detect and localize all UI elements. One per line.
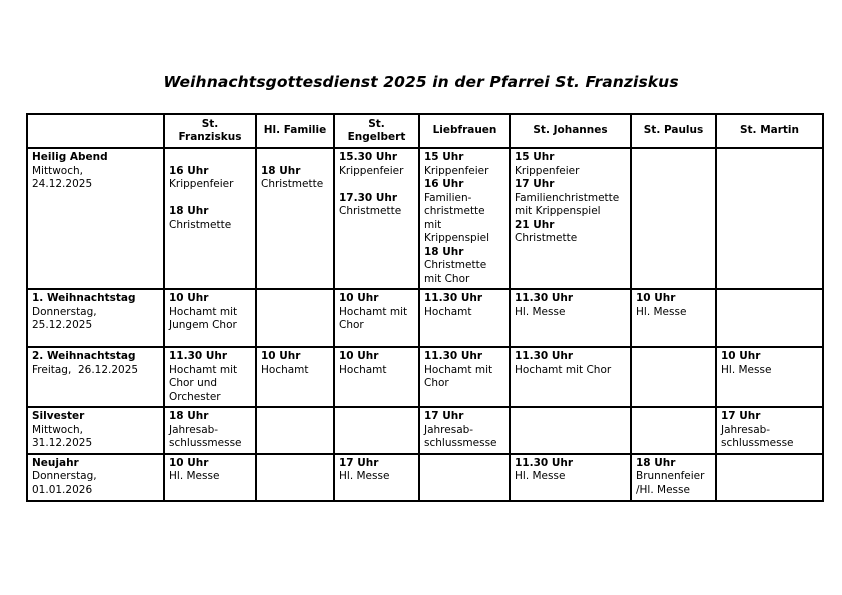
cell-line: mit Chor: [424, 272, 470, 285]
schedule-cell-st-johannes: [510, 454, 631, 501]
schedule-cell-st-martin: [716, 347, 823, 407]
schedule-cell-st-franziskus: [164, 347, 256, 407]
cell-line: 18 Uhr: [636, 456, 676, 469]
day-cell: [27, 407, 164, 454]
cell-line: Hl. Messe: [515, 470, 566, 482]
table-row: [27, 347, 823, 407]
cell-line: Christmette: [424, 259, 487, 271]
cell-line: St. Paulus: [643, 124, 704, 137]
schedule-cell-st-johannes: [510, 148, 631, 289]
cell-line: 11.30 Uhr: [515, 292, 574, 304]
column-header-st-engelbert: [334, 114, 419, 148]
column-header-liebfrauen: [419, 114, 510, 148]
day-cell: [27, 347, 164, 407]
cell-line: 10 Uhr: [339, 292, 379, 304]
cell-line: Orchester: [169, 390, 221, 403]
header-row: [27, 114, 823, 148]
cell-line: Chor: [339, 319, 364, 331]
cell-line: 18 Uhr: [169, 410, 209, 422]
cell-line: Familien-: [424, 191, 472, 204]
cell-line: Heilig Abend: [32, 151, 108, 163]
page-title: Weihnachtsgottesdienst 2025 in der Pfarrei St. Franziskus: [163, 73, 679, 91]
cell-line: 15 Uhr: [515, 151, 555, 163]
schedule-cell-st-franziskus: [164, 148, 256, 289]
cell-line: 11.30 Uhr: [169, 350, 228, 362]
cell-line: Christmette: [339, 205, 402, 217]
cell-line: Freitag, 26.12.2025: [32, 363, 139, 376]
cell-line: Chor: [424, 377, 449, 389]
schedule-cell-st-martin: [716, 148, 823, 289]
cell-line: 15 Uhr: [424, 151, 464, 163]
cell-line: Krippenfeier: [515, 164, 580, 177]
cell-line: Franziskus: [178, 131, 242, 143]
schedule-cell-st-paulus: [631, 407, 716, 454]
schedule-cell-st-johannes: [510, 289, 631, 347]
column-header-day: [27, 114, 164, 148]
cell-line: 2. Weihnachtstag: [32, 350, 136, 362]
schedule-cell-liebfrauen: [419, 407, 510, 454]
schedule-cell-st-franziskus: [164, 454, 256, 501]
schedule-cell-hl-familie: [256, 454, 334, 501]
cell-line: Neujahr: [32, 456, 79, 469]
day-cell: [27, 289, 164, 347]
cell-line: Brunnenfeier: [636, 470, 705, 482]
cell-line: Hochamt mit: [424, 363, 493, 376]
cell-line: Mittwoch,: [32, 423, 83, 436]
cell-line: schlussmesse: [424, 437, 497, 449]
cell-line: 17 Uhr: [339, 456, 379, 469]
cell-line: christmette: [424, 205, 485, 217]
cell-line: 10 Uhr: [169, 456, 209, 469]
cell-line: 10 Uhr: [339, 350, 379, 362]
cell-line: 16 Uhr: [169, 164, 209, 177]
schedule-cell-st-engelbert: [334, 454, 419, 501]
cell-line: 10 Uhr: [636, 292, 676, 304]
cell-line: Jungem Chor: [169, 319, 237, 331]
table-body: [27, 148, 823, 501]
cell-line: Hl. Messe: [721, 363, 772, 376]
cell-line: Chor und: [169, 377, 218, 389]
cell-line: 1. Weihnachtstag: [32, 292, 136, 304]
schedule-cell-st-engelbert: [334, 407, 419, 454]
cell-line: 16 Uhr: [424, 178, 464, 190]
schedule-cell-st-johannes: [510, 407, 631, 454]
table-header: [27, 114, 823, 148]
schedule-cell-st-engelbert: [334, 347, 419, 407]
schedule-cell-st-martin: [716, 454, 823, 501]
cell-line: Jahresab-: [424, 423, 474, 436]
schedule-cell-st-franziskus: [164, 407, 256, 454]
cell-line: Hochamt mit: [169, 363, 238, 376]
cell-line: 25.12.2025: [32, 319, 93, 331]
cell-line: Krippenfeier: [339, 164, 404, 177]
column-header-st-martin: [716, 114, 823, 148]
cell-line: 01.01.2026: [32, 483, 93, 496]
schedule-cell-st-johannes: [510, 347, 631, 407]
cell-line: [29, 124, 162, 138]
cell-line: Jahresab-: [721, 423, 771, 436]
schedule-cell-st-martin: [716, 289, 823, 347]
cell-line: Hl. Familie: [263, 124, 327, 137]
schedule-cell-st-paulus: [631, 454, 716, 501]
cell-line: 10 Uhr: [721, 350, 761, 362]
cell-line: Jahresab-: [169, 423, 219, 436]
cell-line: Liebfrauen: [432, 124, 497, 137]
cell-line: 17 Uhr: [515, 178, 555, 190]
cell-line: St.: [368, 117, 385, 130]
schedule-cell-st-franziskus: [164, 289, 256, 347]
cell-line: 17 Uhr: [424, 410, 464, 422]
cell-line: Hochamt mit: [169, 305, 238, 318]
cell-line: Krippenfeier: [169, 178, 234, 190]
column-header-st-johannes: [510, 114, 631, 148]
schedule-cell-st-paulus: [631, 148, 716, 289]
schedule-table: [26, 113, 824, 502]
cell-line: mit: [424, 218, 442, 231]
cell-line: schlussmesse: [721, 437, 794, 449]
cell-line: 18 Uhr: [424, 245, 464, 258]
cell-line: Christmette: [515, 232, 578, 244]
cell-line: Hochamt: [424, 305, 472, 318]
cell-line: Familienchristmette: [515, 191, 620, 204]
cell-line: Donnerstag,: [32, 305, 97, 318]
cell-line: 10 Uhr: [169, 292, 209, 304]
cell-line: Christmette: [169, 218, 232, 231]
table-row: [27, 148, 823, 289]
day-cell: [27, 454, 164, 501]
schedule-cell-st-paulus: [631, 347, 716, 407]
schedule-cell-liebfrauen: [419, 454, 510, 501]
cell-line: Mittwoch,: [32, 164, 83, 177]
cell-line: Hochamt mit: [339, 305, 408, 318]
cell-line: 21 Uhr: [515, 218, 555, 231]
column-header-st-paulus: [631, 114, 716, 148]
cell-line: Donnerstag,: [32, 470, 97, 482]
cell-line: 18 Uhr: [169, 205, 209, 217]
cell-line: Hl. Messe: [169, 470, 220, 482]
cell-line: schlussmesse: [169, 437, 242, 449]
schedule-cell-st-engelbert: [334, 289, 419, 347]
table-row: [27, 407, 823, 454]
cell-line: Krippenfeier: [424, 164, 489, 177]
cell-line: St. Johannes: [533, 124, 608, 137]
cell-line: St. Martin: [739, 124, 800, 137]
cell-line: 18 Uhr: [261, 164, 301, 177]
cell-line: Hl. Messe: [515, 305, 566, 318]
cell-line: [169, 151, 253, 165]
column-header-st-franziskus: [164, 114, 256, 148]
day-cell: [27, 148, 164, 289]
schedule-cell-hl-familie: [256, 148, 334, 289]
cell-line: 10 Uhr: [261, 350, 301, 362]
cell-line: Engelbert: [347, 131, 406, 143]
schedule-cell-st-engelbert: [334, 148, 419, 289]
schedule-cell-liebfrauen: [419, 148, 510, 289]
cell-line: Hl. Messe: [636, 305, 687, 318]
schedule-cell-hl-familie: [256, 289, 334, 347]
cell-line: Hochamt mit Chor: [515, 363, 612, 376]
cell-line: Hochamt: [261, 363, 309, 376]
cell-line: 11.30 Uhr: [515, 456, 574, 469]
schedule-cell-hl-familie: [256, 347, 334, 407]
schedule-cell-st-paulus: [631, 289, 716, 347]
cell-line: mit Krippenspiel: [515, 205, 601, 217]
cell-line: 11.30 Uhr: [424, 292, 483, 304]
schedule-cell-hl-familie: [256, 407, 334, 454]
cell-line: [261, 151, 331, 165]
cell-line: /Hl. Messe: [636, 483, 690, 496]
cell-line: [339, 178, 416, 192]
cell-line: 15.30 Uhr: [339, 151, 398, 163]
cell-line: St.: [201, 117, 219, 130]
table-row: [27, 289, 823, 347]
cell-line: 11.30 Uhr: [424, 350, 483, 362]
cell-line: Krippenspiel: [424, 232, 489, 244]
table-row: [27, 454, 823, 501]
cell-line: 17.30 Uhr: [339, 191, 398, 204]
cell-line: Christmette: [261, 178, 324, 190]
cell-line: 17 Uhr: [721, 410, 761, 422]
schedule-cell-st-martin: [716, 407, 823, 454]
column-header-hl-familie: [256, 114, 334, 148]
cell-line: [169, 192, 253, 206]
cell-line: 11.30 Uhr: [515, 350, 574, 362]
cell-line: Silvester: [32, 410, 85, 422]
cell-line: Hl. Messe: [339, 470, 390, 482]
schedule-cell-liebfrauen: [419, 347, 510, 407]
cell-line: 31.12.2025: [32, 437, 93, 449]
cell-line: 24.12.2025: [32, 178, 93, 190]
cell-line: Hochamt: [339, 363, 387, 376]
schedule-cell-liebfrauen: [419, 289, 510, 347]
